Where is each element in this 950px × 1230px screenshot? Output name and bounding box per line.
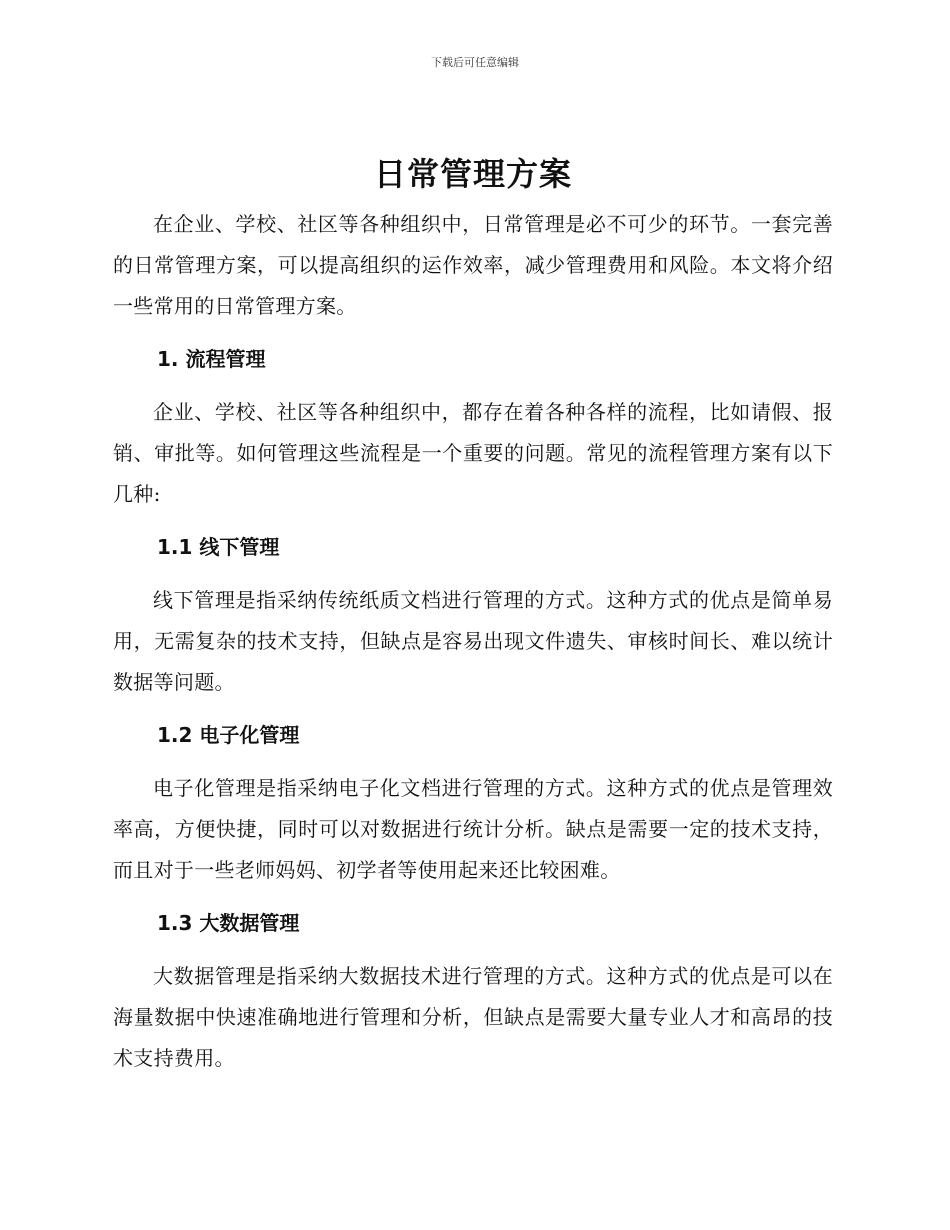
section-heading-offline: 1.1 线下管理 xyxy=(157,535,280,559)
section-body-process: 企业、学校、社区等各种组织中，都存在着各种各样的流程，比如请假、报销、审批等。如何管理这些流程是一个重要的问题。常见的流程管理方案有以下几种: xyxy=(113,400,833,506)
document-title: 日常管理方案 xyxy=(373,155,572,193)
header-note: 下载后可任意编辑 xyxy=(431,56,519,69)
document-content xyxy=(113,148,833,1079)
section-body-electronic: 电子化管理是指采纳电子化文档进行管理的方式。这种方式的优点是管理效率高，方便快捷，同时可以对数据进行统计分析。缺点是需要一定的技术支持，而且对于一些老师妈妈、初学者等使用起来还比较困难。 xyxy=(113,776,833,882)
section-heading-electronic: 1.2 电子化管理 xyxy=(157,723,300,747)
section-body-offline: 线下管理是指采纳传统纸质文档进行管理的方式。这种方式的优点是简单易用，无需复杂的技术支持，但缺点是容易出现文件遗失、审核时间长、难以统计数据等问题。 xyxy=(113,588,833,694)
section-body-bigdata: 大数据管理是指采纳大数据技术进行管理的方式。这种方式的优点是可以在海量数据中快速准确地进行管理和分析，但缺点是需要大量专业人才和高昂的技术支持费用。 xyxy=(113,964,833,1070)
section-heading-bigdata: 1.3 大数据管理 xyxy=(157,911,300,935)
intro-paragraph: 在企业、学校、社区等各种组织中，日常管理是必不可少的环节。一套完善的日常管理方案，可以提高组织的运作效率，减少管理费用和风险。本文将介绍一些常用的日常管理方案。 xyxy=(113,212,833,318)
section-heading-process: 1. 流程管理 xyxy=(157,347,266,371)
